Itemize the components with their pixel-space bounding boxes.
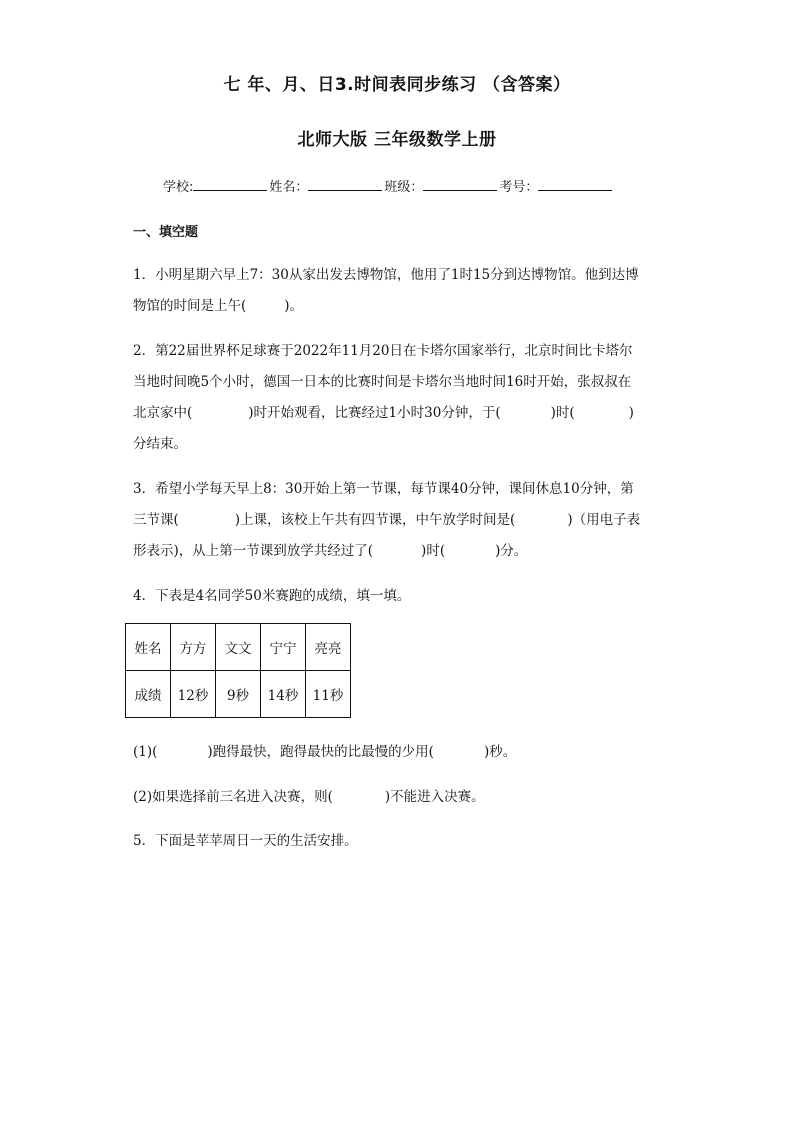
table-cell: 姓名 — [126, 624, 171, 671]
table-cell: 宁宁 — [261, 624, 306, 671]
question-3-line-1: 3．希望小学每天早上8：30开始上第一节课，每节课40分钟，课间休息10分钟，第 — [133, 481, 634, 497]
question-2-line-4: 分结束。 — [133, 436, 187, 452]
class-blank[interactable] — [423, 178, 497, 191]
question-5-intro: 5．下面是苹苹周日一天的生活安排。 — [133, 833, 358, 849]
table-cell: 文文 — [216, 624, 261, 671]
school-label: 学校: — [163, 180, 194, 195]
question-4-sub-2: (2)如果选择前三名进入决赛，则( )不能进入决赛。 — [133, 789, 485, 805]
question-4 — [133, 581, 665, 612]
question-4-sub-1: (1)( )跑得最快，跑得最快的比最慢的少用( )秒。 — [133, 744, 517, 760]
table-cell: 11秒 — [306, 671, 351, 718]
table-cell: 方方 — [171, 624, 216, 671]
score-table — [125, 623, 351, 718]
question-5 — [133, 826, 665, 857]
question-2 — [133, 336, 665, 460]
question-3-line-3: 形表示)，从上第一节课到放学共经过了( )时( )分。 — [133, 543, 528, 559]
table-header-row — [126, 624, 351, 671]
section-heading: 一、填空题 — [133, 225, 199, 240]
student-info-line — [163, 176, 614, 195]
document-subtitle: 北师大版 三年级数学上册 — [297, 130, 497, 150]
question-3-line-2: 三节课( )上课，该校上午共有四节课，中午放学时间是( )（用电子表 — [133, 512, 641, 528]
name-label: 姓名： — [269, 180, 309, 195]
question-3 — [133, 474, 665, 567]
class-label: 班级： — [384, 180, 424, 195]
exam-no-blank[interactable] — [538, 178, 612, 191]
question-4-intro: 4．下表是4名同学50米赛跑的成绩，填一填。 — [133, 588, 411, 604]
table-cell: 成绩 — [126, 671, 171, 718]
question-2-line-1: 2．第22届世界杯足球赛于2022年11月20日在卡塔尔国家举行，北京时间比卡塔尔 — [133, 343, 633, 359]
name-blank[interactable] — [308, 178, 382, 191]
table-cell: 14秒 — [261, 671, 306, 718]
school-blank[interactable] — [193, 178, 267, 191]
table-cell: 9秒 — [216, 671, 261, 718]
document-title: 七 年、月、日3.时间表同步练习 （含答案） — [223, 75, 571, 95]
table-row — [126, 671, 351, 718]
question-1-line-2: 物馆的时间是上午( )。 — [133, 298, 304, 314]
table-cell: 12秒 — [171, 671, 216, 718]
question-1-line-1: 1．小明星期六早上7：30从家出发去博物馆，他用了1时15分到达博物馆。他到达博 — [133, 267, 639, 283]
exam-no-label: 考号： — [499, 180, 539, 195]
table-cell: 亮亮 — [306, 624, 351, 671]
question-1 — [133, 260, 665, 322]
question-2-line-3: 北京家中( )时开始观看，比赛经过1小时30分钟，于( )时( ) — [133, 405, 634, 421]
question-2-line-2: 当地时间晚5个小时，德国一日本的比赛时间是卡塔尔当地时间16时开始，张叔叔在 — [133, 374, 632, 390]
